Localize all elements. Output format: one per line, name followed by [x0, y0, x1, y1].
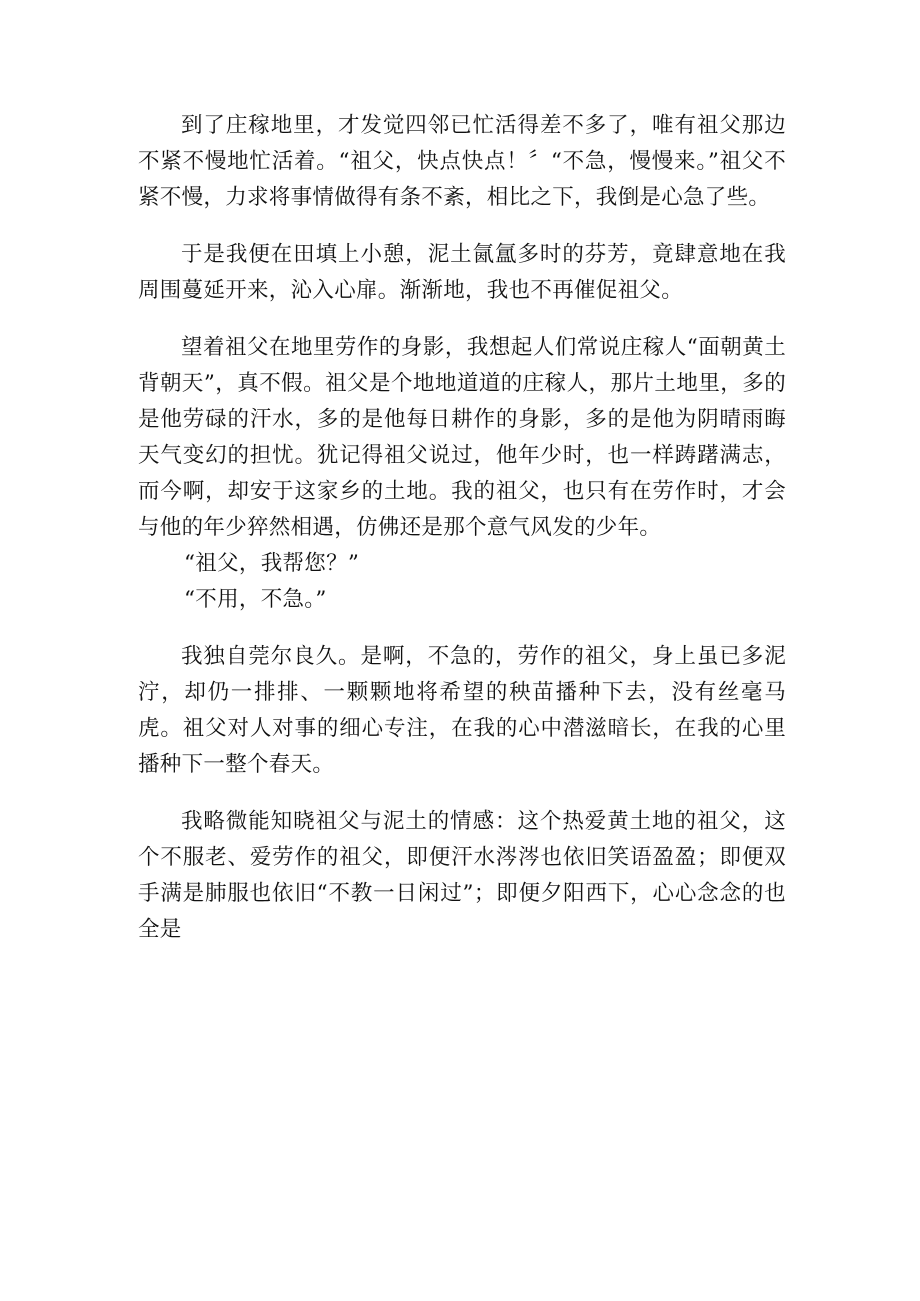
paragraph-2: 于是我便在田填上小憩，泥土氤氲多时的芬芳，竟肆意地在我周围蔓延开来，沁入心扉。渐渐地，我也不再催促祖父。: [138, 242, 786, 303]
paragraph-5: 我略微能知晓祖父与泥土的情感：这个热爱黄土地的祖父，这个不服老、爱劳作的祖父，即便汗水涔涔也依旧笑语盈盈；即便双手满是肺服也依旧“不教一日闲过”；即便夕阳西下，心心念念的也全是: [138, 809, 786, 942]
dialogue-line-2: “不用，不急。”: [184, 587, 327, 612]
paragraph-3: 望着祖父在地里劳作的身影，我想起人们常说庄稼人“面朝黄土背朝天”，真不假。祖父是个地地道道的庄稼人，那片土地里，多的是他劳碌的汗水，多的是他每日耕作的身影，多的是他为阴晴雨晦天气变幻的担忧。犹记得祖父说过，他年少时，也一样踌躇满志，而今啊，却安于这家乡的土地。我的祖父，也只有在劳作时，才会与他的年少猝然相遇，仿佛还是那个意气风发的少年。: [138, 335, 786, 540]
paragraph-4: 我独自莞尔良久。是啊，不急的，劳作的祖父，身上虽已多泥泞，却仍一排排、一颗颗地将希望的秧苗播种下去，没有丝毫马虎。祖父对人对事的细心专注，在我的心中潜滋暗长，在我的心里播种下一整个春天。: [138, 644, 786, 777]
paragraph-1: 到了庄稼地里，才发觉四邻已忙活得差不多了，唯有祖父那边不紧不慢地忙活着。“祖父，快点快点！〞“不急，慢慢来。”祖父不紧不慢，力求将事情做得有条不紊，相比之下，我倒是心急了些。: [138, 113, 786, 210]
dialogue-line-1: “祖父，我帮您？”: [184, 551, 360, 576]
